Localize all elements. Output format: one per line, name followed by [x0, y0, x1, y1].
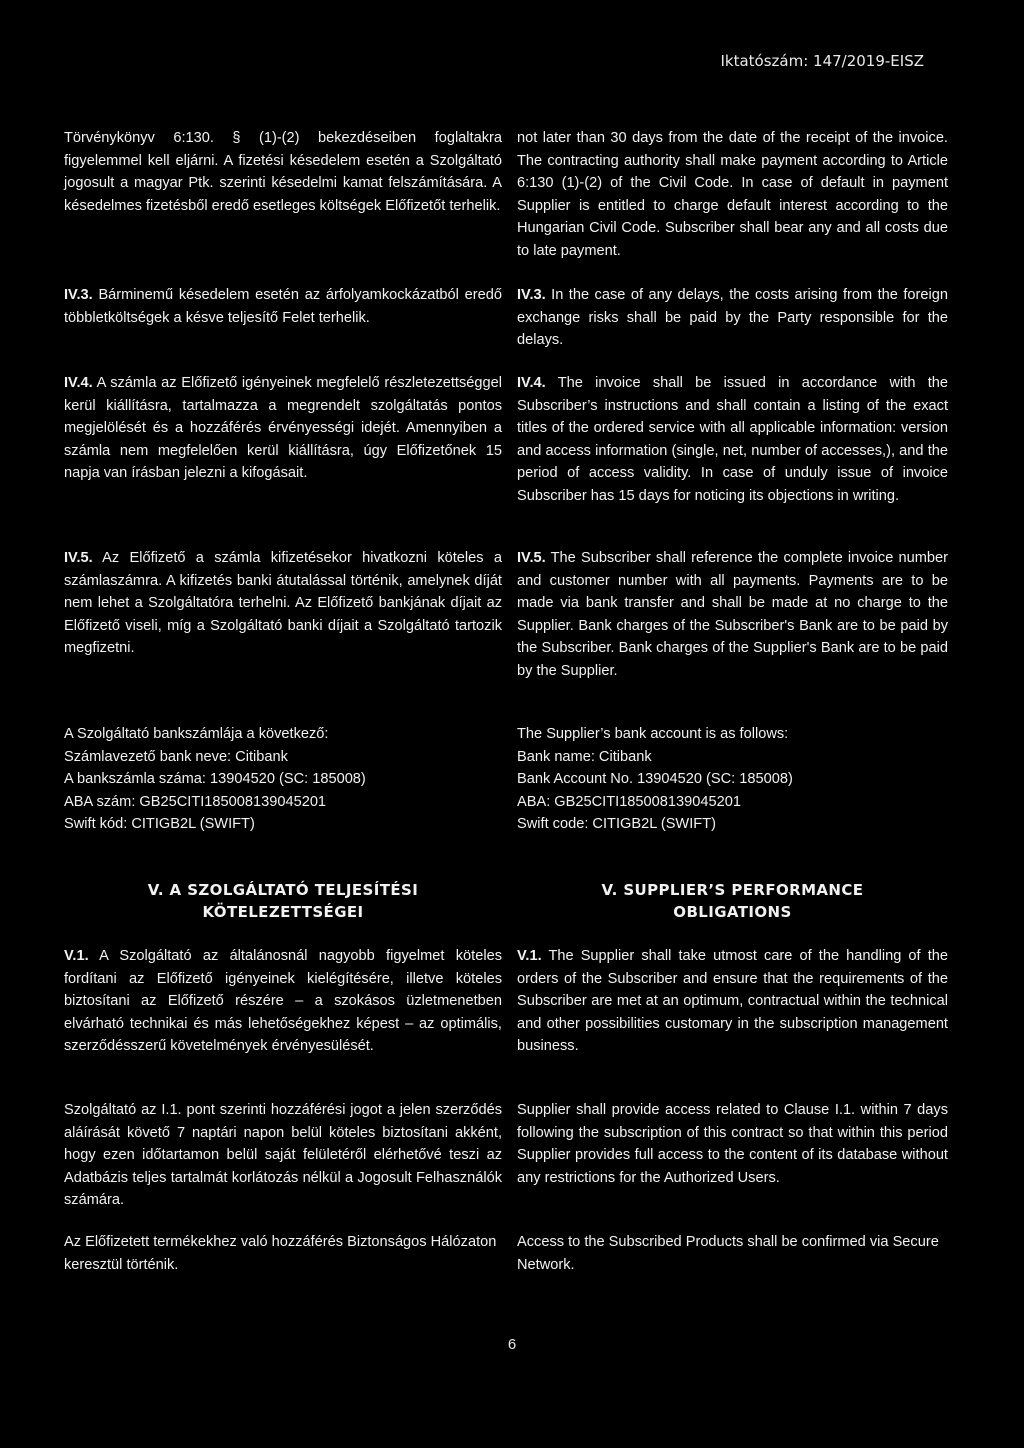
right-bank-line: The Supplier’s bank account is as follows: — [517, 726, 789, 742]
right-access-paragraph: Supplier shall provide access related to Clause I.1. within 7 days following the subscription of this contract so that within this period Supplier provides full access to the content of its database without any restrictions for the Authorized Users. — [517, 1102, 948, 1186]
left-bank-line: Számlavezető bank neve: Citibank — [64, 748, 288, 765]
right-v1-number: V.1. — [517, 948, 542, 964]
right-iv5-text: The Subscriber shall reference the complete invoice number and customer number with all payments. Payments are to be made via bank transfer and shall be made at no charge to the Supplier. Bank charges of the Subscriber's Bank are to be paid by the Subscriber. Bank charges of the Supplier's Bank are to be paid by the Supplier. — [517, 550, 948, 679]
left-intro-paragraph: Törvénykönyv 6:130. § (1)-(2) bekezdéseiben foglaltakra figyelemmel kell eljárni. A fizetési késedelem esetén a Szolgáltató jogosult a magyar Ptk. szerinti késedelmi kamat felszámítására. A késedelmes fizetésből eredő esetleges költségek Előfizetőt terhelik. — [64, 130, 502, 214]
left-section-v1 — [64, 945, 502, 1058]
left-network-paragraph: Az Előfizetett termékekhez való hozzáférés Biztonságos Hálózaton keresztül történik. — [64, 1234, 497, 1273]
right-bank-line: Bank Account No. 13904520 (SC: 185008) — [517, 771, 793, 788]
left-section-iv4 — [64, 372, 502, 485]
page-number: 6 — [507, 1336, 517, 1353]
right-iv4-number: IV.4. — [517, 375, 546, 391]
right-iv3-number: IV.3. — [517, 287, 546, 303]
right-section-v1 — [517, 945, 948, 1058]
right-iv3-text: In the case of any delays, the costs arising from the foreign exchange risks shall be paid by the Party responsible for the delays. — [517, 287, 948, 349]
left-bank-line: Swift kód: CITIGB2L (SWIFT) — [64, 816, 255, 833]
right-bank-line: ABA: GB25CITI185008139045201 — [517, 793, 741, 810]
left-iv4-text: A számla az Előfizető igényeinek megfelelő részletezettséggel kerül kiállításra, tartalmazza a megrendelt szolgáltatás pontos megjelölését és a hozzáférés érvényességi idejét. Amennyiben a számla nem megfelelően kerül kiállításra, úgy Előfizetőnek 15 napja van írásban jelezni a kifogásait. — [64, 375, 502, 482]
left-iv5-number: IV.5. — [64, 550, 93, 566]
right-heading-line: V. SUPPLIER’S PERFORMANCE — [601, 881, 864, 899]
left-section-iv3 — [64, 284, 502, 329]
left-iv5-text: Az Előfizető a számla kifizetésekor hivatkozni köteles a számlaszámra. A kifizetés banki átutalással történik, amelynek díját nem lehet a Szolgáltatóra terhelni. Az Előfizető bankjának díjait az Előfizető viseli, míg a Szolgáltató banki díjait a Szolgáltató tartozik megfizetni. — [64, 550, 502, 657]
right-section-v-heading — [517, 879, 948, 923]
right-section-iv4 — [517, 372, 948, 508]
left-heading-line: V. A SZOLGÁLTATÓ TELJESÍTÉSI — [147, 881, 419, 899]
left-access-paragraph: Szolgáltató az I.1. pont szerinti hozzáférési jogot a jelen szerződés aláírását követő 7 naptári napon belül köteles biztosítani akként, hogy ezen időtartamon belül saját felületéről elérhetővé teszi az Adatbázis teljes tartalmát korlátozás nélkül a Jogosult Felhasználók számára. — [64, 1102, 502, 1209]
left-bank-line: ABA szám: GB25CITI185008139045201 — [64, 793, 327, 810]
right-intro-paragraph: not later than 30 days from the date of the receipt of the invoice. The contracting authority shall make payment according to Article 6:130 (1)-(2) of the Civil Code. In case of default in payment Supplier is entitled to charge default interest according to the Hungarian Civil Code. Subscriber shall bear any and all costs due to late payment. — [517, 130, 948, 259]
right-bank-line: Bank name: Citibank — [517, 748, 652, 765]
left-v1-text: A Szolgáltató az általánosnál nagyobb figyelmet köteles fordítani az Előfizető igényeinek kielégítésére, illetve köteles biztosítani az Előfizető részére – a szokásos üzletmenetben elvárható technikai és más lehetőségekhez képest – az optimális, szerződésszerű követelmények érvényesülését. — [64, 948, 502, 1055]
left-bank-line: A Szolgáltató bankszámlája a következő: — [64, 726, 329, 742]
right-iv5-number: IV.5. — [517, 550, 546, 566]
left-bank-line: A bankszámla száma: 13904520 (SC: 185008) — [64, 771, 366, 788]
left-section-v-heading — [64, 879, 502, 923]
left-iv3-text: Bárminemű késedelem esetén az árfolyamkockázatból eredő többletköltségek a késve teljesítő Felet terhelik. — [64, 287, 502, 326]
right-section-iv5 — [517, 547, 948, 683]
left-bank-details — [64, 723, 502, 836]
right-section-iv3 — [517, 284, 948, 352]
right-bank-details — [517, 723, 948, 836]
right-iv4-text: The invoice shall be issued in accordance with the Subscriber’s instructions and shall contain a listing of the exact titles of the ordered service with all applicable information: version and access information (single, net, number of accesses,), and the period of access validity. In case of unduly issue of invoice Subscriber has 15 days for noticing its objections in writing. — [517, 375, 948, 504]
left-iv4-number: IV.4. — [64, 375, 93, 391]
document-reference-number: Iktatószám: 147/2019-EISZ — [720, 52, 924, 70]
right-bank-line: Swift code: CITIGB2L (SWIFT) — [517, 816, 716, 833]
right-heading-line: OBLIGATIONS — [673, 903, 792, 921]
left-section-iv5 — [64, 547, 502, 660]
left-v1-number: V.1. — [64, 948, 89, 964]
left-iv3-number: IV.3. — [64, 287, 93, 303]
right-v1-text: The Supplier shall take utmost care of the handling of the orders of the Subscriber and ensure that the requirements of the Subscriber are met at an optimum, contractual within the technical and other possibilities customary in the subscription management business. — [517, 948, 948, 1055]
left-heading-line: KÖTELEZETTSÉGEI — [202, 903, 364, 921]
right-network-paragraph: Access to the Subscribed Products shall be confirmed via Secure Network. — [517, 1234, 939, 1273]
